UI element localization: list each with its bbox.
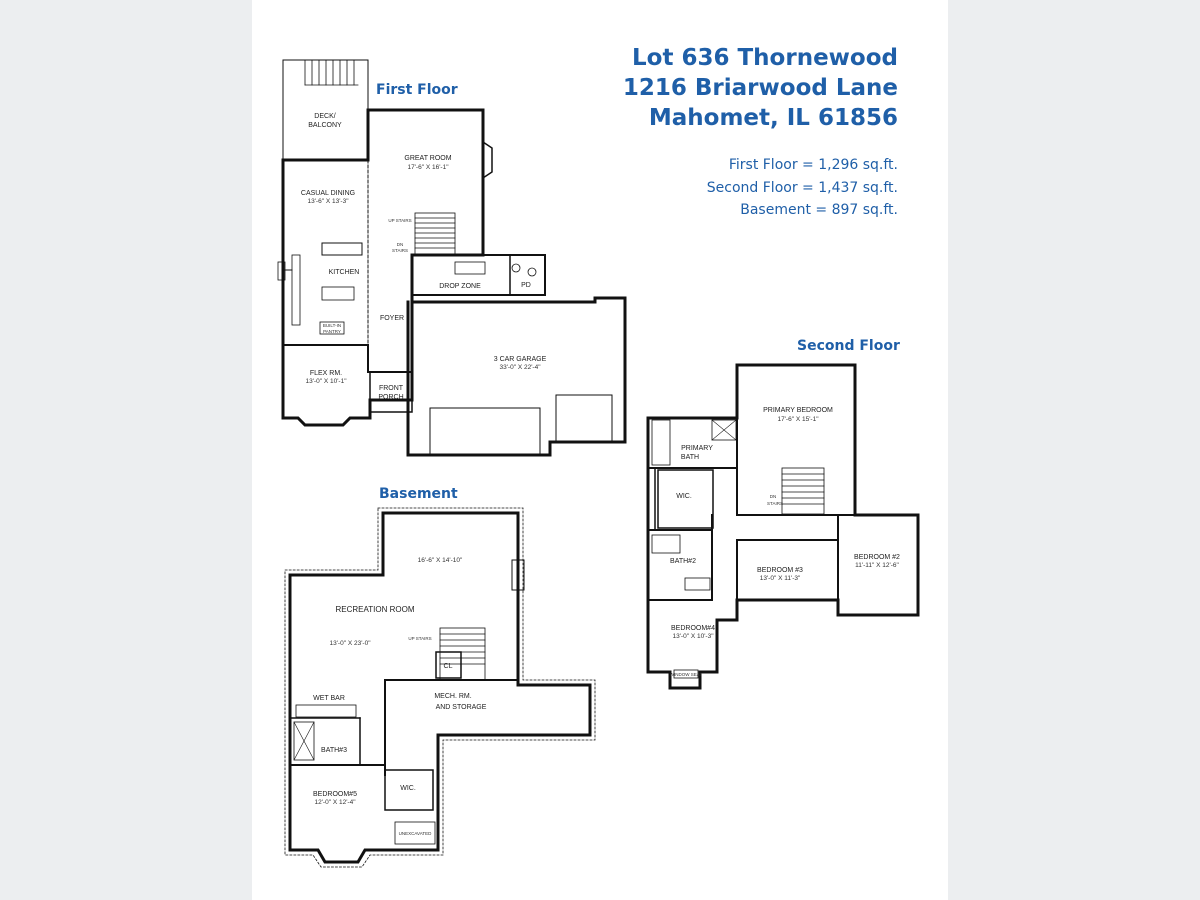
recreation-room-label: RECREATION ROOM [335,605,415,614]
bedroom4-label: BEDROOM#4 [671,625,715,632]
bath3-label: BATH#3 [321,747,347,754]
front-porch-label-1: FRONT [378,385,404,392]
kitchen-label: KITCHEN [328,269,360,276]
primary-bedroom-dim: 17'-6" X 15'-1" [777,416,819,423]
first-floor-area: First Floor = 1,296 sq.ft. [728,157,898,173]
first-floor-label: First Floor [376,82,458,98]
primary-bedroom-label: PRIMARY BEDROOM [763,407,833,414]
deck-stairs [305,60,358,85]
recreation-room-dim: 13'-0" X 23'-0" [329,640,371,647]
bedroom2-dim: 11'-11" X 12'-6" [855,562,899,569]
basement-top-dim: 16'-6" X 14'-10" [417,557,463,564]
built-in-label-2: PANTRY [323,329,341,334]
second-dn-stairs-1: DN [769,494,777,499]
casual-dining-label: CASUAL DINING [300,190,356,197]
deck-label-1: DECK/ [314,113,336,120]
bedroom5-label: BEDROOM#5 [313,791,357,798]
wet-bar-label: WET BAR [313,695,345,702]
second-wic-label: WIC. [676,493,692,500]
garage-door-right [556,395,612,442]
window-seat-label: WINDOW SEAT [669,672,703,677]
basement-area: Basement = 897 sq.ft. [740,202,898,218]
deck-label-2: BALCONY [308,122,342,129]
bath2-label: BATH#2 [670,558,696,565]
basement-wic-label: WIC. [400,785,416,792]
kitchen-island [322,243,362,255]
front-porch-label-2: PORCH [378,394,404,401]
mech-room-label-1: MECH. RM. [434,693,472,700]
second-dn-stairs-2: STAIRS [767,501,783,506]
bedroom3-label: BEDROOM #3 [757,567,803,574]
front-porch-outline [370,372,412,412]
drop-zone-label: DROP ZONE [439,283,481,290]
built-in-label-1: BUILT-IN [322,323,342,328]
bedroom5-dim: 12'-0" X 12'-4" [314,799,356,806]
second-floor-stairs [782,468,824,514]
first-up-stairs-label: UP STAIRS [388,218,412,223]
bedroom3-dim: 13'-0" X 11'-3" [759,575,801,582]
primary-bath-label-2: BATH [680,454,700,461]
first-dn-stairs-1: DN [396,242,404,247]
wet-bar-counter [296,705,356,717]
range [322,287,354,300]
casual-dining-dim: 13'-6" X 13'-3" [307,198,349,205]
kitchen-counter [292,255,300,325]
deck-outline [283,60,368,160]
great-room-label: GREAT ROOM [404,155,452,162]
basement-up-stairs-label: UP STAIRS [408,636,432,641]
bath2-tub [652,535,680,553]
street-address: 1216 Briarwood Lane [622,75,898,101]
first-floor-stairs [415,213,455,255]
second-floor-label: Second Floor [797,338,900,354]
garage-dim: 33'-0" X 22'-4" [499,364,541,371]
basement-cl-label: CL [443,663,453,670]
basement-stairs [440,628,485,680]
unexcavated-label: UNEXCAVATED [398,831,432,836]
garage-label: 3 CAR GARAGE [493,356,547,363]
mech-room-label-2: AND STORAGE [435,704,487,711]
foyer-label: FOYER [379,315,405,322]
basement-label: Basement [379,486,458,502]
lot-title: Lot 636 Thornewood [632,45,898,71]
garage-door-left [430,408,540,455]
second-floor-area: Second Floor = 1,437 sq.ft. [706,180,898,196]
flex-rm-label: FLEX RM. [309,370,343,377]
garage-outer-wall [408,298,625,455]
basement-outer-wall [290,513,590,862]
city-address: Mahomet, IL 61856 [648,105,898,131]
pd-label: PD [521,282,531,289]
great-room-dim: 17'-6" X 16'-1" [407,164,449,171]
first-dn-stairs-2: STAIRS [392,248,408,253]
bedroom4-dim: 13'-0" X 10'-3" [672,633,714,640]
primary-tub [652,420,670,465]
bedroom2-label: BEDROOM #2 [854,554,900,561]
primary-bath-label-1: PRIMARY [681,445,713,452]
flex-rm-dim: 13'-0" X 10'-1" [305,378,347,385]
